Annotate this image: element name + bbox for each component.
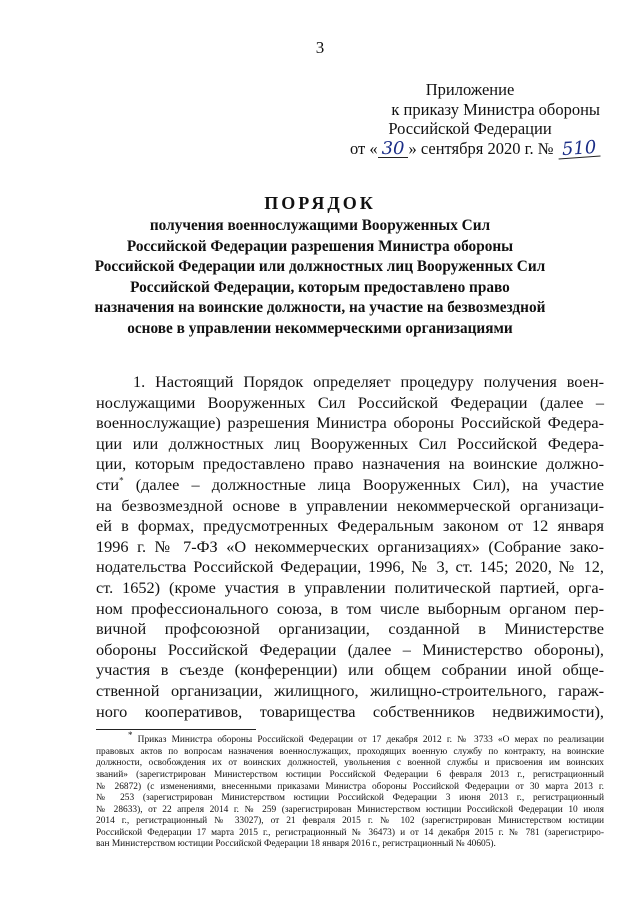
subtitle-line: получения военнослужащими Вооруженных Сил <box>149 217 491 234</box>
body-line: участия в съезде (конференции) или общем собрании иной обще- <box>96 660 604 680</box>
body-paragraph <box>96 372 604 722</box>
footnote-line <box>96 730 605 747</box>
annex-order-ref: к приказу Министра обороны <box>391 99 600 119</box>
body-line: ном профессионального союза, в том числе выборным органом пер- <box>96 598 604 618</box>
body-line: ного кооперативов, товарищества собственников недвижимости), <box>96 701 604 721</box>
annex-date-mid: » сентября 2020 г. № <box>408 138 554 158</box>
body-line: ст. 1652) (кроме участия в управлении политической партией, орга- <box>96 577 604 597</box>
body-line: 1996 г. № 7-ФЗ «О некоммерческих организациях» (Собрание зако- <box>96 536 604 556</box>
body-line-rest: (далее – должностные лица Вооруженных Сил), на участие <box>135 474 604 494</box>
page-number: 3 <box>315 38 325 57</box>
annex-country: Российской Федерации <box>388 119 552 138</box>
footnote-marker: * <box>128 730 133 740</box>
footnote-marker: * <box>119 475 124 486</box>
subtitle-line: основе в управлении некоммерческими организациями <box>127 319 513 337</box>
body-line: обороны Российской Федерации (далее – Министерство обороны), <box>96 639 604 659</box>
body-line: ственной организации, жилищного, жилищно-строительного, гараж- <box>96 680 604 700</box>
annex-date-line <box>340 136 600 160</box>
body-line: ции или должностных лиц Вооруженных Сил Российской Федера- <box>96 433 604 453</box>
annex-date-prefix: от « <box>349 138 378 158</box>
footnote <box>96 730 605 851</box>
footnote-line: № 253 (зарегистрирован Министерством юстиции Российской Федерации 3 июня 2013 г., регистрационный <box>96 793 604 804</box>
footnote-line: званий» (зарегистрирован Министерством юстиции Российской Федерации 6 февраля 2013 г., регистрационный <box>96 769 604 780</box>
subtitle-line: назначения на воинские должности, на участие на безвозмездной <box>94 299 546 317</box>
footnote-line: Российской Федерации 17 марта 2015 г., регистрационный № 36473) и от 14 декабря 2015 г. № 781 (зарегистриро- <box>96 827 604 838</box>
body-line: ей в формах, предусмотренных Федеральным законом от 12 января <box>96 516 604 536</box>
subtitle-line: Российской Федерации или должностных лиц Вооруженных Сил <box>94 258 546 276</box>
body-line: вичной профсоюзной организации, созданной в Министерстве <box>96 619 604 639</box>
body-line: ции, которым предоставлено право назначения на воинские должно- <box>96 454 604 474</box>
footnote-line: должности, освобождения их от воинских должностей, увольнения с военной службы и присвоения им воинских <box>96 758 604 769</box>
body-line: нослужащими Вооруженных Сил Российской Федерации (далее – <box>96 392 604 412</box>
handwritten-day: 30 <box>378 141 409 158</box>
footnote-line-text: Приказ Министра обороны Российской Федерации от 17 декабря 2012 г. № 3733 «О мерах по реализации <box>137 735 605 746</box>
body-line: 1. Настоящий Порядок определяет процедуру получения воен- <box>133 372 604 391</box>
footnote-line: ван Министерством юстиции Российской Федерации 18 января 2016 г., регистрационный № 40605). <box>96 839 496 850</box>
handwritten-order-number: 510 <box>557 139 600 159</box>
footnote-line: правовых актов по вопросам назначения военнослужащих, проходящих военную службу по контракту, на воинские <box>96 746 604 757</box>
footnote-line: 2014 г., регистрационный № 33027), от 21 февраля 2015 г. № 102 (зарегистрирован Министерством юстиции <box>96 816 604 827</box>
footnote-anchor-word: сти <box>96 474 120 494</box>
body-line-with-footnote <box>96 475 604 496</box>
annex-block <box>340 80 600 158</box>
body-line: нодательства Российской Федерации, 1996, № 3, ст. 145; 2020, № 12, <box>96 557 604 577</box>
document-subtitle <box>60 216 580 340</box>
body-line: на безвозмездной основе в управлении некоммерческой организаци- <box>96 495 604 515</box>
footnote-line: № 26872) (с изменениями, внесенными приказами Министра обороны Российской Федерации от 30 марта 2013 г. <box>96 781 604 792</box>
subtitle-line: Российской Федерации, которым предоставлено право <box>130 278 510 296</box>
footnote-divider <box>96 729 256 730</box>
footnote-line: № 28633), от 22 апреля 2014 г. № 259 (зарегистрирован Министерством юстиции Российской Федерации 10 июля <box>96 804 604 815</box>
body-line: военнослужащие) разрешения Министра обороны Российской Федера- <box>96 413 604 433</box>
annex-title: Приложение <box>425 80 515 99</box>
document-title: ПОРЯДОК <box>264 193 376 213</box>
subtitle-line: Российской Федерации разрешения Министра обороны <box>126 237 514 255</box>
